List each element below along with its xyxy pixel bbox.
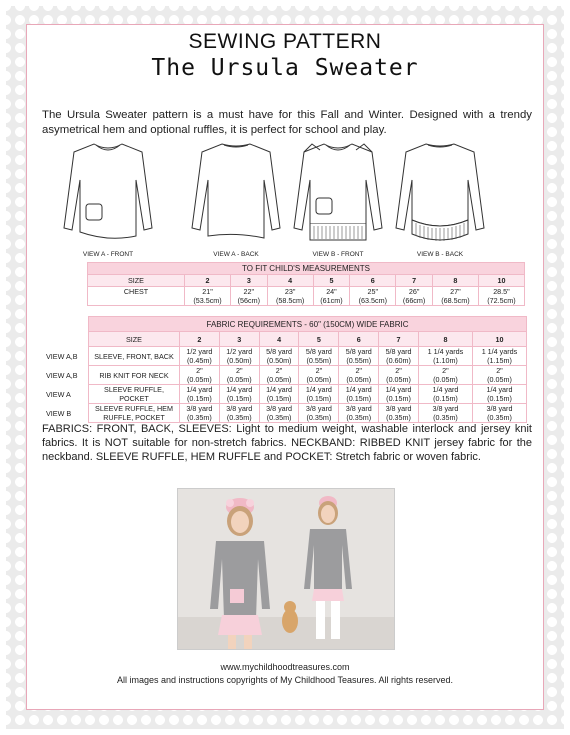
amount-cell: 3/8 yard (0.35m) [299, 404, 339, 423]
girls-modeling-photo [178, 489, 394, 649]
size-cell: 5 [313, 275, 350, 287]
table-row [44, 347, 527, 366]
measurements-table [87, 262, 525, 306]
amount-cell: 5/8 yard (0.55m) [299, 347, 339, 366]
table-row [44, 385, 527, 404]
page-heading: SEWING PATTERN [188, 30, 382, 53]
size-cell: 7 [379, 332, 419, 347]
copyright-notice: All images and instructions copyrights of My Childhood Teasures. All rights reserved. [117, 675, 453, 685]
chest-cell: 22" (56cm) [231, 287, 268, 306]
amount-cell: 2" (0.05m) [299, 366, 339, 385]
ruffle-sweater-front-icon [290, 140, 386, 244]
view-b-back [392, 140, 488, 258]
view-caption: VIEW B - FRONT [312, 251, 364, 258]
size-cell: 3 [219, 332, 259, 347]
product-photo [177, 488, 395, 650]
amount-cell: 1/2 yard (0.45m) [180, 347, 220, 366]
amount-cell: 1 1/4 yards (1.10m) [418, 347, 472, 366]
view-label: VIEW A,B [46, 351, 78, 361]
amount-cell: 1/4 yard (0.15m) [379, 385, 419, 404]
table-row [44, 404, 527, 423]
amount-cell: 2" (0.05m) [418, 366, 472, 385]
view-caption: VIEW A - BACK [213, 251, 259, 258]
amount-cell: 2" (0.05m) [259, 366, 299, 385]
amount-cell: 1/4 yard (0.15m) [472, 385, 526, 404]
amount-cell: 1/4 yard (0.15m) [219, 385, 259, 404]
amount-cell: 3/8 yard (0.35m) [219, 404, 259, 423]
amount-cell: 1/4 yard (0.15m) [339, 385, 379, 404]
amount-cell: 2" (0.05m) [339, 366, 379, 385]
amount-cell: 2" (0.05m) [219, 366, 259, 385]
size-cell: 8 [418, 332, 472, 347]
size-label: SIZE [89, 332, 180, 347]
amount-cell: 5/8 yard (0.50m) [259, 347, 299, 366]
chest-cell: 25" (63.5cm) [350, 287, 396, 306]
sweater-front-icon [60, 140, 156, 244]
size-cell: 7 [396, 275, 433, 287]
amount-cell: 2" (0.05m) [379, 366, 419, 385]
website-link[interactable]: www.mychildhoodtreasures.com [220, 662, 350, 672]
size-cell: 2 [185, 275, 231, 287]
size-cell: 2 [180, 332, 220, 347]
amount-cell: 1/2 yard (0.50m) [219, 347, 259, 366]
view-label: VIEW A,B [46, 370, 78, 380]
size-cell: 4 [267, 275, 313, 287]
chest-cell: 26" (66cm) [396, 287, 433, 306]
size-cell: 3 [231, 275, 268, 287]
size-cell: 10 [478, 275, 524, 287]
chest-cell: 23" (58.5cm) [267, 287, 313, 306]
piece-label: SLEEVE, FRONT, BACK [89, 347, 180, 366]
measurements-title: TO FIT CHILD'S MEASUREMENTS [88, 263, 525, 275]
ruffle-sweater-back-icon [392, 140, 488, 244]
size-cell: 6 [350, 275, 396, 287]
piece-label: SLEEVE RUFFLE, POCKET [89, 385, 180, 404]
view-label: VIEW A [46, 389, 71, 399]
table-row [44, 366, 527, 385]
amount-cell: 1/4 yard (0.15m) [180, 385, 220, 404]
amount-cell: 1/4 yard (0.15m) [299, 385, 339, 404]
amount-cell: 3/8 yard (0.35m) [339, 404, 379, 423]
amount-cell: 5/8 yard (0.60m) [379, 347, 419, 366]
pattern-name: The Ursula Sweater [151, 55, 419, 81]
size-cell: 5 [299, 332, 339, 347]
chest-cell: 28.5" (72.5cm) [478, 287, 524, 306]
fabric-title: FABRIC REQUIREMENTS - 60" (150CM) WIDE FABRIC [89, 317, 527, 332]
amount-cell: 3/8 yard (0.35m) [418, 404, 472, 423]
intro-paragraph: The Ursula Sweater pattern is a must have for this Fall and Winter. Designed with a trendy asymetrical hem and optional ruffles, it is perfect for school and play. [42, 109, 532, 136]
size-cell: 10 [472, 332, 526, 347]
amount-cell: 1/4 yard (0.15m) [418, 385, 472, 404]
chest-cell: 24" (61cm) [313, 287, 350, 306]
amount-cell: 5/8 yard (0.55m) [339, 347, 379, 366]
size-cell: 8 [432, 275, 478, 287]
size-cell: 4 [259, 332, 299, 347]
view-b-front [290, 140, 386, 258]
fabrics-paragraph: FABRICS: FRONT, BACK, SLEEVES: Light to medium weight, washable interlock and jersey knit fabrics. It is NOT suitable for non-stretch fabrics. NECKBAND: RIBBED KNIT jersey fabric for the neckband. SLEEVE RUFFLE, HEM RUFFLE and POCKET: Stretch fabric or woven fabric. [42, 423, 532, 463]
amount-cell: 3/8 yard (0.35m) [259, 404, 299, 423]
amount-cell: 2" (0.05m) [472, 366, 526, 385]
view-caption: VIEW B - BACK [416, 251, 464, 258]
chest-label: CHEST [88, 287, 185, 306]
sweater-back-icon [188, 140, 284, 244]
amount-cell: 3/8 yard (0.35m) [379, 404, 419, 423]
view-a-front [60, 140, 156, 258]
amount-cell: 1/4 yard (0.15m) [259, 385, 299, 404]
amount-cell: 1 1/4 yards (1.15m) [472, 347, 526, 366]
amount-cell: 3/8 yard (0.35m) [472, 404, 526, 423]
view-a-back [188, 140, 284, 258]
garment-illustrations [40, 140, 530, 260]
amount-cell: 2" (0.05m) [180, 366, 220, 385]
fabric-requirements-table [44, 316, 527, 423]
amount-cell: 3/8 yard (0.35m) [180, 404, 220, 423]
view-label: VIEW B [46, 408, 72, 418]
piece-label: SLEEVE RUFFLE, HEM RUFFLE, POCKET [89, 404, 180, 423]
size-cell: 6 [339, 332, 379, 347]
chest-cell: 27" (68.5cm) [432, 287, 478, 306]
chest-cell: 21" (53.5cm) [185, 287, 231, 306]
view-caption: VIEW A - FRONT [82, 251, 134, 258]
piece-label: RIB KNIT FOR NECK [89, 366, 180, 385]
size-label: SIZE [88, 275, 185, 287]
